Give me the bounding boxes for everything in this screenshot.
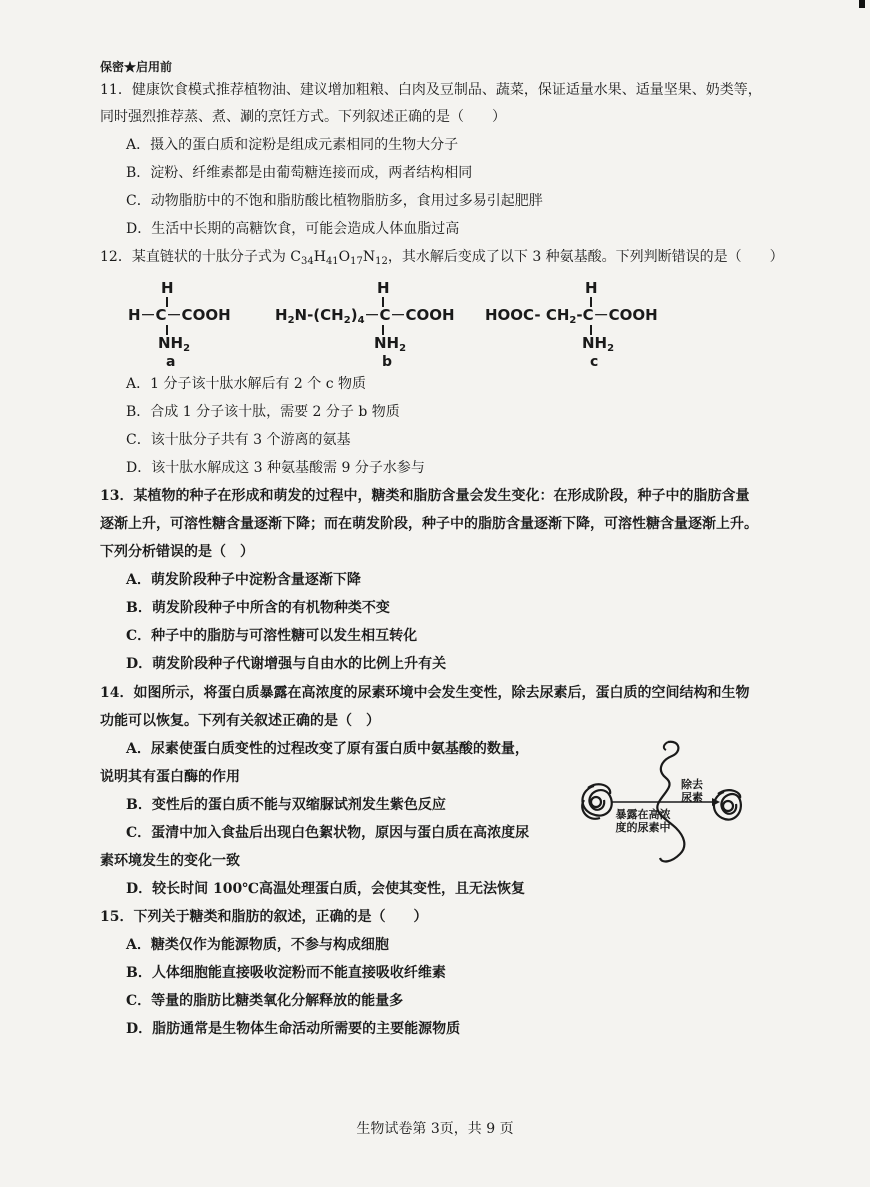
q14-option-a-cont: 说明其有蛋白酶的作用 [100,769,240,785]
scan-mark [859,0,865,8]
exam-page: 保密★启用前 11．健康饮食模式推荐植物油、建议增加粗粮、白肉及豆制品、蔬菜，保证适量水果、适量坚果、奶类等， 同时强烈推荐蒸、煮、涮的烹饪方式。下列叙述正确的是（ ） A．摄入的蛋白质和淀粉是组成元素相同的生物大分子 B．淀粉、纤维素都是由葡萄糖连接而成，两者结构相同 C．动物脂肪中的不饱和脂肪酸比植物脂肪多，食用过多易引起肥胖 D．生活中长期的高糖饮食，可能会造成人体血脂过高 12．某直链状的十肽分子式为 $C_{34}H_{41}O_{17}N_{12}$，其水解后变成了以下 3 种氨基酸。下列判断错误的是（ ） H H－C－COOH $NH_2$ a H $H_2N-(CH_2)_4-C-COOH$ $NH_2$ b H HOOC- $CH_2-C-COOH$ $NH_2$ c A．1 分子该十肽水解后有 2 个 c 物质 B．合成 1 分子该十肽，需要 2 分子 b 物质 C．该十肽分子共有 3 个游离的氨基 D．该十肽水解成这 3 种氨基酸需 9 分子水参与 13．某植物的种子在形成和萌发的过程中，糖类和脂肪含量会发生变化：在形成阶段，种子中的脂肪含量 逐渐上升，可溶性糖含量逐渐下降；而在萌发阶段，种子中的脂肪含量逐渐下降，可溶性糖含量逐渐上升。 下列分析错误的是（ ） A．萌发阶段种子中淀粉含量逐渐下降 B．萌发阶段种子中所含的有机物种类不变 C．种子中的脂肪与可溶性糖可以发生相互转化 D．萌发阶段种子代谢增强与自由水的比例上升有关 14．如图所示，将蛋白质暴露在高浓度的尿素环境中会发生变性，除去尿素后，蛋白质的空间结构和生物 功能可以恢复。下列有关叙述正确的是（ ） A．尿素使蛋白质变性的过程改变了原有蛋白质中氨基酸的数量， 说明其有蛋白酶的作用 B．变性后的蛋白质不能与双缩脲试剂发生紫色反应 C．蛋清中加入食盐后出现白色絮状物，原因与蛋白质在高浓度尿 素环境发生的变化一致 D．较长时间 100℃高温处理蛋白质，会使其变性，且无法恢复 暴露在高浓 度的尿素中 除去 尿素 15．下列关于糖类和脂肪的叙述，正确的是（ ） A．糖类仅作为能源物质，不参与构成细胞 B．人体细胞能直接吸收淀粉而不能直接吸收纤维素 C．等量的脂肪比糖类氧化分解释放的能量多 D．脂肪通常是生物体生命活动所需要的主要能源物质 生物试卷第 3页，共 9 页 [0,0,870,1187]
q11-option-d: D．生活中长期的高糖饮食，可能会造成人体血脂过高 [126,221,460,237]
q12-option-c: C．该十肽分子共有 3 个游离的氨基 [126,432,351,448]
q13-option-a: A．萌发阶段种子中淀粉含量逐渐下降 [126,572,361,588]
expose-urea-label: 暴露在高浓 度的尿素中 [615,808,671,834]
q11-stem-line2: 同时强烈推荐蒸、煮、涮的烹饪方式。下列叙述正确的是（ ） [100,109,506,125]
q15-option-c: C．等量的脂肪比糖类氧化分解释放的能量多 [126,993,404,1009]
q13-option-c: C．种子中的脂肪与可溶性糖可以发生相互转化 [126,628,418,644]
q15-option-b: B．人体细胞能直接吸收淀粉而不能直接吸收纤维素 [126,965,446,981]
q15-option-d: D．脂肪通常是生物体生命活动所需要的主要能源物质 [126,1021,461,1037]
q14-stem-line2: 功能可以恢复。下列有关叙述正确的是（ ） [100,713,380,729]
page-footer: 生物试卷第 3页，共 9 页 [356,1121,514,1137]
q13-stem-line1: 13．某植物的种子在形成和萌发的过程中，糖类和脂肪含量会发生变化：在形成阶段，种子中的脂肪含量 [100,488,750,504]
q13-option-b: B．萌发阶段种子中所含的有机物种类不变 [126,600,390,616]
folded-protein-right [714,790,741,819]
protein-diagram [572,738,752,868]
confidential-label: 保密★启用前 [100,60,173,74]
q13-option-d: D．萌发阶段种子代谢增强与自由水的比例上升有关 [126,656,447,672]
q12-option-b: B．合成 1 分子该十肽，需要 2 分子 b 物质 [126,404,400,420]
q14-option-a: A．尿素使蛋白质变性的过程改变了原有蛋白质中氨基酸的数量， [126,741,529,757]
q12-stem: 12．某直链状的十肽分子式为 $C_{34}H_{41}O_{17}N_{12}$，其水解后变成了以下 3 种氨基酸。下列判断错误的是（ ） [100,249,784,267]
q14-stem-line1: 14．如图所示，将蛋白质暴露在高浓度的尿素环境中会发生变性，除去尿素后，蛋白质的空间结构和生物 [100,685,750,701]
remove-urea-label: 除去 尿素 [681,778,703,804]
q13-stem-line3: 下列分析错误的是（ ） [100,544,254,560]
q12-option-a: A．1 分子该十肽水解后有 2 个 c 物质 [126,376,367,392]
q15-stem: 15．下列关于糖类和脂肪的叙述，正确的是（ ） [100,909,428,925]
q11-option-b: B．淀粉、纤维素都是由葡萄糖连接而成，两者结构相同 [126,165,473,181]
q12-option-d: D．该十肽水解成这 3 种氨基酸需 9 分子水参与 [126,460,425,476]
q11-stem-line1: 11．健康饮食模式推荐植物油、建议增加粗粮、白肉及豆制品、蔬菜，保证适量水果、适量坚果、奶类等， [100,82,762,98]
q14-option-c: C．蛋清中加入食盐后出现白色絮状物，原因与蛋白质在高浓度尿 [126,825,530,841]
q11-option-c: C．动物脂肪中的不饱和脂肪酸比植物脂肪多，食用过多易引起肥胖 [126,193,543,209]
q13-stem-line2: 逐渐上升，可溶性糖含量逐渐下降；而在萌发阶段，种子中的脂肪含量逐渐下降，可溶性糖含量逐渐上升。 [100,516,758,532]
protein-denaturation-figure [572,738,752,868]
q11-option-a: A．摄入的蛋白质和淀粉是组成元素相同的生物大分子 [126,137,459,153]
q15-option-a: A．糖类仅作为能源物质，不参与构成细胞 [126,937,389,953]
q14-option-c-cont: 素环境发生的变化一致 [100,853,240,869]
q14-option-b: B．变性后的蛋白质不能与双缩脲试剂发生紫色反应 [126,797,446,813]
q14-option-d: D．较长时间 100℃高温处理蛋白质，会使其变性，且无法恢复 [126,881,526,897]
